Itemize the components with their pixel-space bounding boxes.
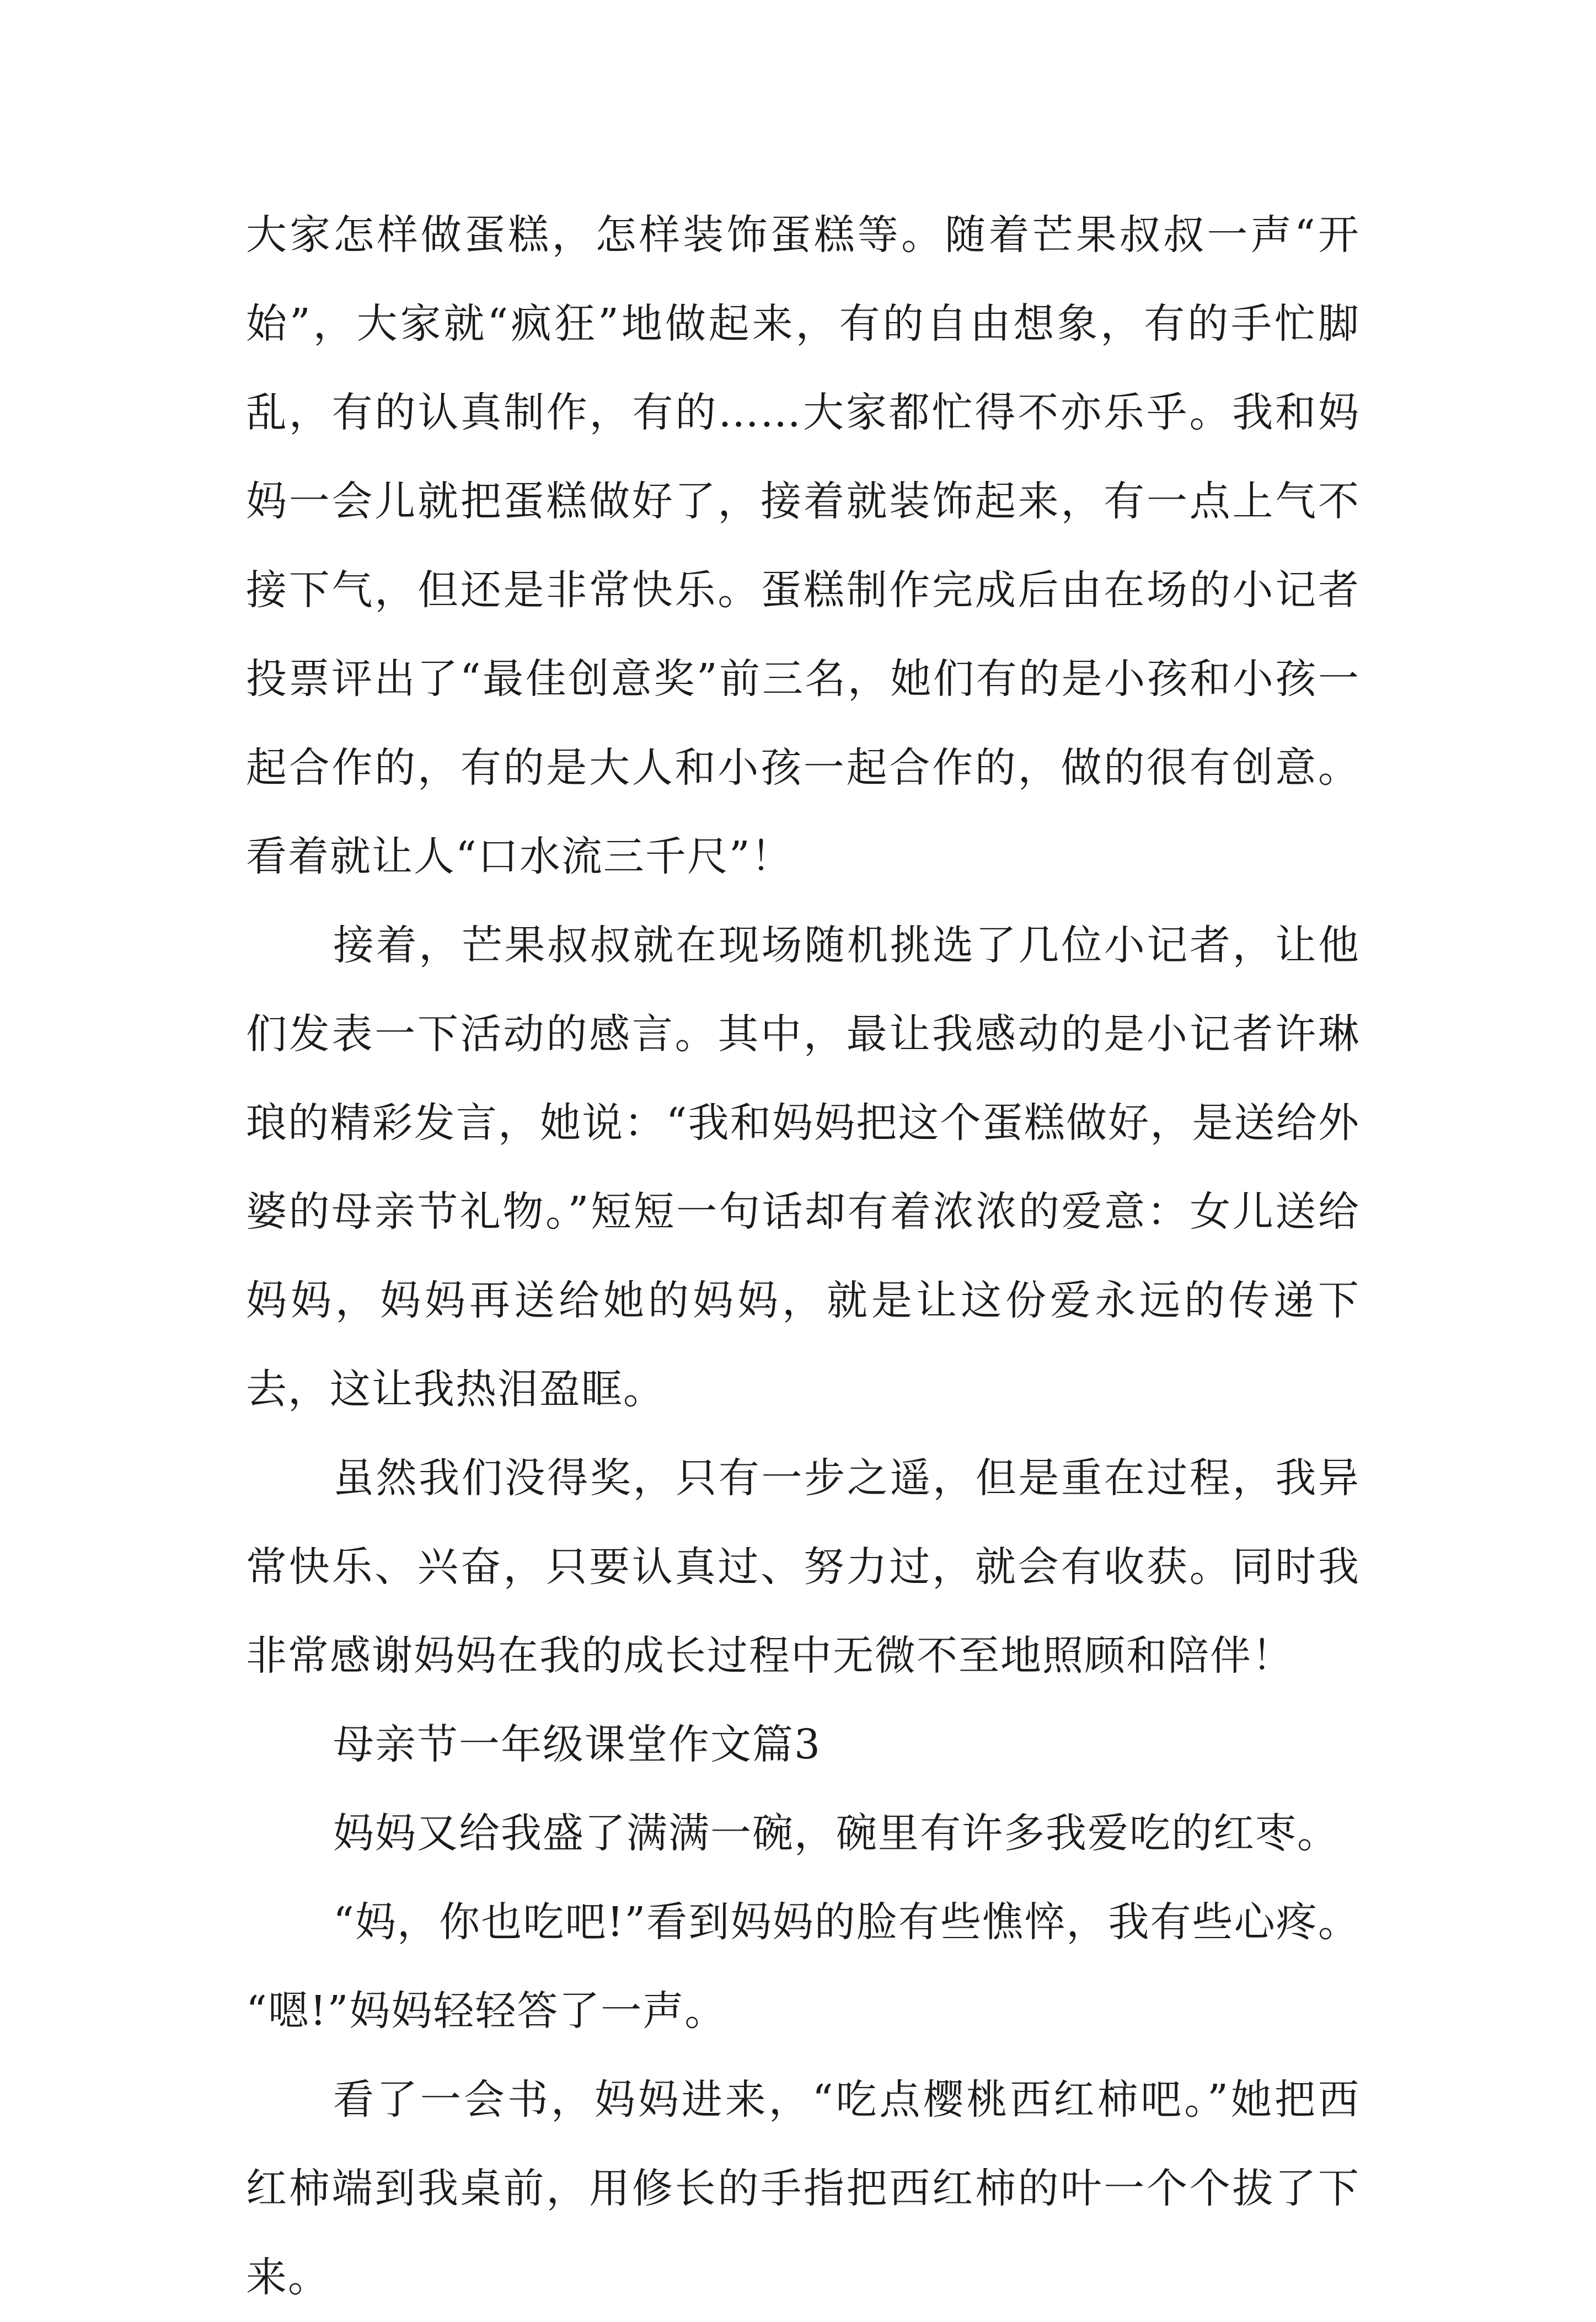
paragraph-reporter-speech: 接着，芒果叔叔就在现场随机挑选了几位小记者，让他们发表一下活动的感言。其中，最让我感动的是小记者许琳琅的精彩发言，她说：“我和妈妈把这个蛋糕做好，是送给外婆的母亲节礼物。”短短一句话却有着浓浓的爱意：女儿送给妈妈，妈妈再送给她的妈妈，就是让这份爱永远的传递下去，这让我热泪盈眶。 bbox=[246, 922, 1360, 1413]
section-heading: 母亲节一年级课堂作文篇3 bbox=[333, 1721, 822, 1768]
paragraph-tomatoes: 看了一会书，妈妈进来，“吃点樱桃西红柿吧。”她把西红柿端到我桌前，用修长的手指把西红柿的叶一个个拔了下来。 bbox=[246, 2076, 1360, 2301]
document-body bbox=[246, 191, 1360, 2322]
paragraph-conclusion: 虽然我们没得奖，只有一步之遥，但是重在过程，我异常快乐、兴奋，只要认真过、努力过，就会有收获。同时我非常感谢妈妈在我的成长过程中无微不至地照顾和陪伴！ bbox=[246, 1454, 1360, 1679]
paragraph-red-dates: 妈妈又给我盛了满满一碗，碗里有许多我爱吃的红枣。 bbox=[333, 1810, 1339, 1857]
paragraph-cake-making: 大家怎样做蛋糕，怎样装饰蛋糕等。随着芒果叔叔一声“开始”，大家就“疯狂”地做起来，有的自由想象，有的手忙脚乱，有的认真制作，有的……大家都忙得不亦乐乎。我和妈妈一会儿就把蛋糕做好了，接着就装饰起来，有一点上气不接下气，但还是非常快乐。蛋糕制作完成后由在场的小记者投票评出了“最佳创意奖”前三名，她们有的是小孩和小孩一起合作的，有的是大人和小孩一起合作的，做的很有创意。看着就让人“口水流三千尺”！ bbox=[246, 211, 1360, 880]
paragraph-mom-dialogue: “妈，你也吃吧!”看到妈妈的脸有些憔悴，我有些心疼。 “嗯!”妈妈轻轻答了一声。 bbox=[246, 1898, 1360, 2035]
